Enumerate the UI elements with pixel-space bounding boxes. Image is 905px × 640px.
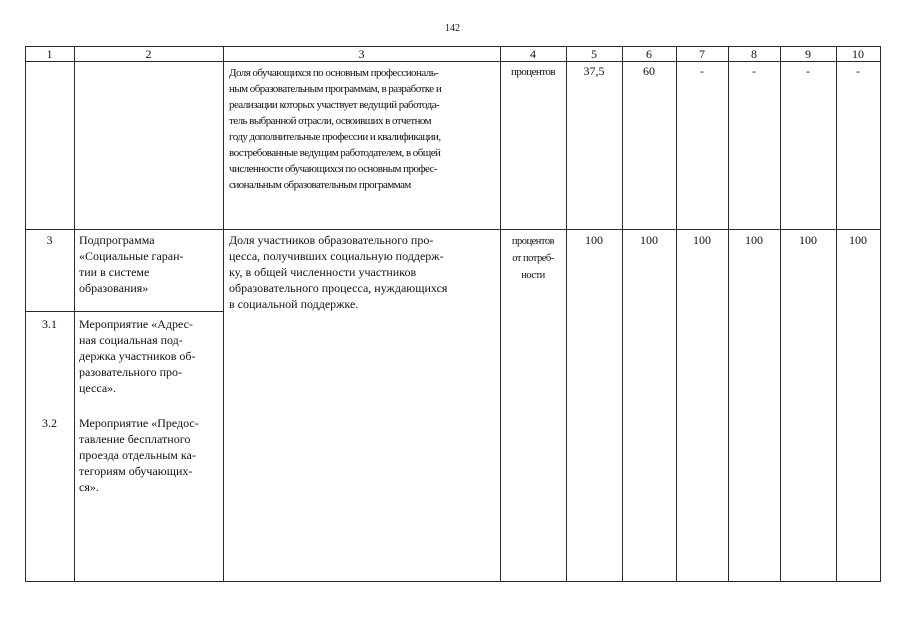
text-line: ная социальная под- [79,333,183,347]
row2-number: 3 [46,233,53,247]
text-line: «Социальные гаран- [79,249,184,263]
text-line: ным образовательным программам, в разработке и [229,83,442,95]
row2-indicator-text [229,232,447,312]
row1-unit: процентов [511,66,555,78]
col-border [500,46,501,582]
text-line: ности [521,270,545,281]
header-col-1: 1 [46,47,53,61]
row1-col7-value: - [700,64,704,78]
row1-col5-value: 37,5 [583,64,605,78]
text-line: в социальной поддержке. [229,297,359,311]
col-border [25,46,26,582]
text-line: Подпрограмма [79,233,155,247]
header-col-6: 6 [646,47,652,61]
text-line: Доля обучающихся по основным профессиональ- [229,67,439,79]
header-col-2: 2 [145,47,152,61]
row1-col10-value: - [856,64,860,78]
text-line: цесса». [79,381,117,395]
text-line: сиональным образовательным программам [229,179,411,191]
text-line: реализации которых участвует ведущий работода- [229,99,440,111]
row1-col8-value: - [752,64,756,78]
text-line: тель выбранной отрасли, освоивших в отчетном [229,115,432,127]
col-border [223,46,224,582]
row-divider [25,229,881,230]
col-border [566,46,567,582]
measure-3-2-name [79,415,199,495]
col-border [836,46,837,582]
table-bottom-border [25,581,881,582]
text-line: держка участников об- [79,349,196,363]
row2-col10-value: 100 [849,233,867,247]
header-col-9: 9 [805,47,811,61]
page-number: 142 [445,23,460,34]
text-line: Мероприятие «Адрес- [79,317,193,331]
text-line: образовательного процесса, нуждающихся [229,281,448,295]
header-col-3: 3 [358,47,365,61]
text-line: процентов [511,236,555,247]
text-line: проезда отдельным ка- [79,448,196,462]
text-line: от потреб- [512,253,554,264]
row1-indicator-text [229,65,441,193]
text-line: году дополнительные профессии и квалификации, [229,131,441,143]
col-border [622,46,623,582]
row2-col9-value: 100 [799,233,817,247]
row2-col6-value: 100 [640,233,658,247]
text-line: Доля участников образовательного про- [229,233,434,247]
text-line: ся». [79,480,99,494]
row1-col9-value: - [806,64,810,78]
row2-col8-value: 100 [745,233,763,247]
measure-3-1-name [79,316,195,396]
text-line: образования» [79,281,149,295]
text-line: тии в системе [79,265,150,279]
header-col-7: 7 [699,47,705,61]
text-line: разовательного про- [79,365,183,379]
text-line: тавление бесплатного [79,432,191,446]
header-col-5: 5 [591,47,597,61]
row2-subprogram-name [79,232,184,296]
header-col-10: 10 [852,47,864,61]
text-line: цесса, получивших социальную поддерж- [229,249,444,263]
subrow-divider [25,311,224,312]
header-col-8: 8 [751,47,757,61]
col-border [74,46,75,582]
measure-3-1-number: 3.1 [42,317,57,331]
text-line: численности обучающихся по основным профес- [229,163,438,175]
row2-col7-value: 100 [693,233,711,247]
text-line: тегориям обучающих- [79,464,193,478]
row2-unit [500,233,566,284]
col-border [880,46,881,582]
text-line: Мероприятие «Предос- [79,416,199,430]
header-col-4: 4 [530,47,536,61]
text-line: ку, в общей численности участников [229,265,417,279]
text-line: востребованные ведущим работодателем, в общей [229,147,441,159]
row2-col5-value: 100 [585,233,603,247]
col-border [780,46,781,582]
col-border [676,46,677,582]
col-border [728,46,729,582]
measure-3-2-number: 3.2 [42,416,57,430]
row1-col6-value: 60 [643,64,655,78]
